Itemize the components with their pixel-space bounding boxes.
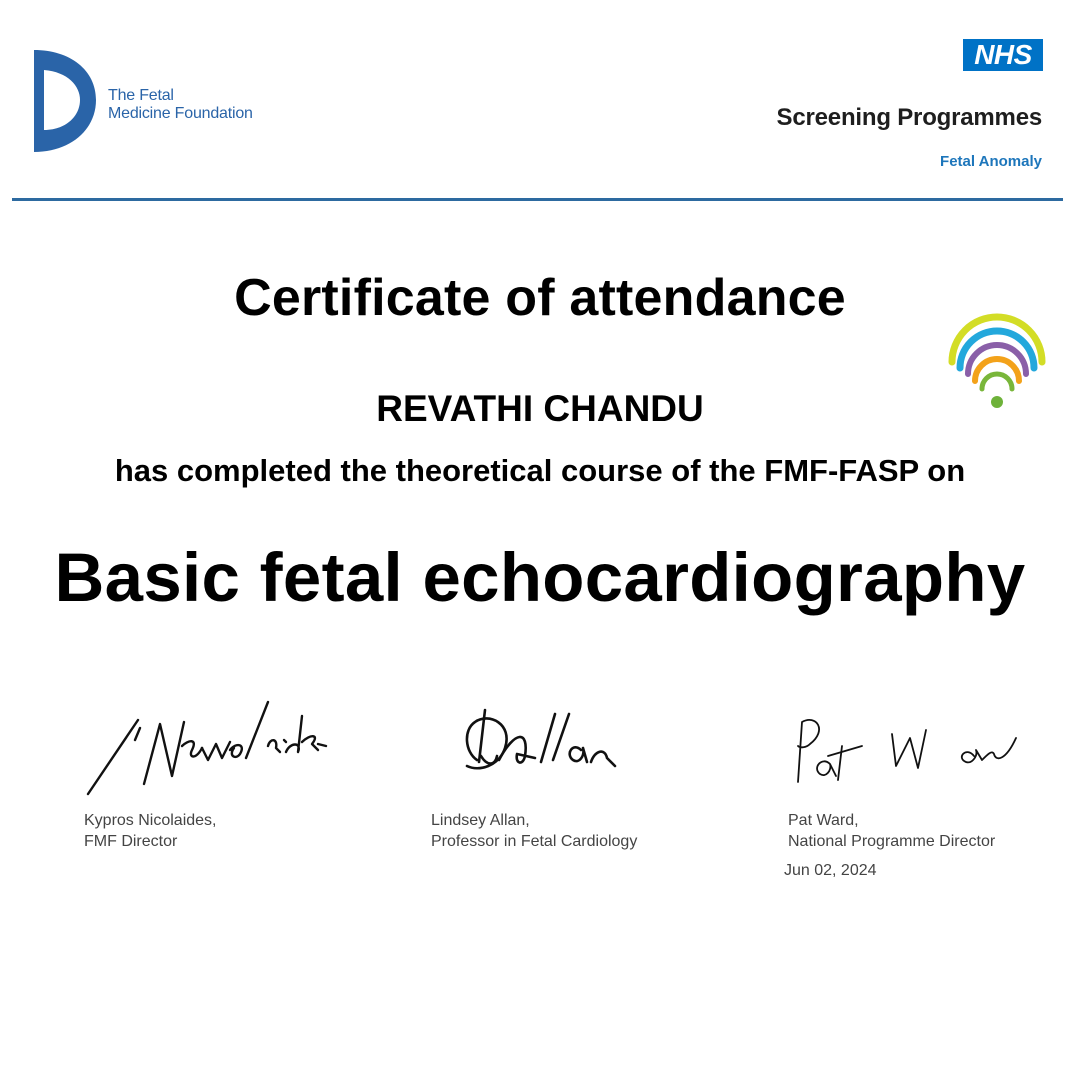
issue-date: Jun 02, 2024 xyxy=(784,862,877,879)
fmf-logo-text xyxy=(108,87,253,123)
fmf-logo-line-1: The Fetal xyxy=(108,87,174,104)
fmf-d-mark-icon xyxy=(30,48,100,158)
completion-statement: has completed the theoretical course of the FMF-FASP on xyxy=(114,453,966,488)
signature-nicolaides xyxy=(80,680,330,800)
course-title: Basic fetal echocardiography xyxy=(54,539,1026,616)
fasp-rainbow-icon xyxy=(945,312,1049,416)
handwritten-signature-icon xyxy=(80,680,330,800)
programme-subtitle: Fetal Anomaly xyxy=(940,153,1042,170)
signatory-1-name: Kypros Nicolaides, xyxy=(84,812,217,829)
fmf-logo xyxy=(30,48,280,158)
fmf-logo-line-2: Medicine Foundation xyxy=(108,105,253,122)
signatory-2-name: Lindsey Allan, xyxy=(431,812,530,829)
signature-allan xyxy=(455,700,635,780)
header-divider xyxy=(12,198,1063,201)
signatory-2-role: Professor in Fetal Cardiology xyxy=(431,833,638,850)
handwritten-signature-icon xyxy=(780,710,1040,790)
signatory-3-name: Pat Ward, xyxy=(788,812,859,829)
nhs-badge: NHS xyxy=(963,39,1043,71)
handwritten-signature-icon xyxy=(455,700,635,780)
programme-title: Screening Programmes xyxy=(776,104,1042,131)
signature-ward xyxy=(780,710,1040,790)
signatory-1-role: FMF Director xyxy=(84,833,178,850)
signatory-3-role: National Programme Director xyxy=(788,833,996,850)
recipient-name: REVATHI CHANDU xyxy=(376,388,704,429)
certificate-title: Certificate of attendance xyxy=(234,269,846,327)
